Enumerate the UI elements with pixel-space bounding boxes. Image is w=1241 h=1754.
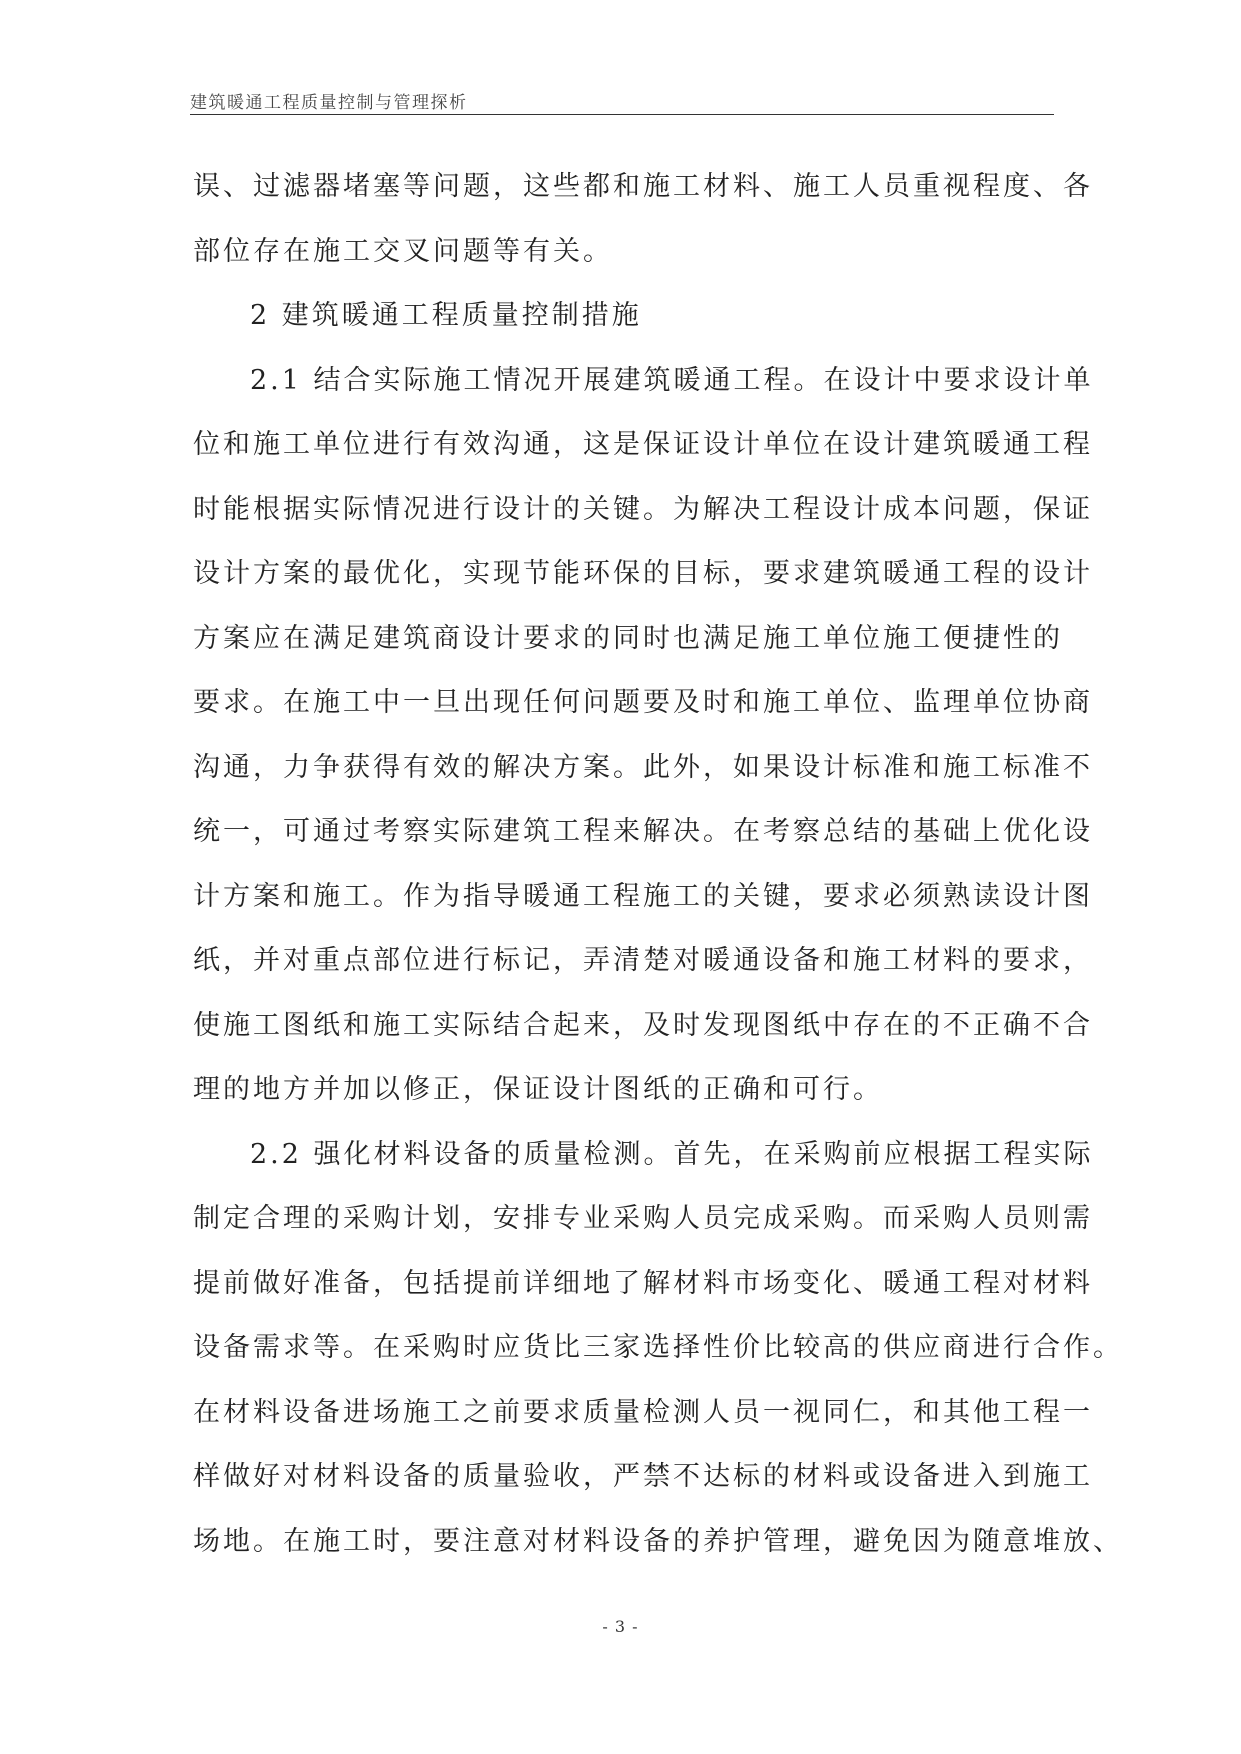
page-header bbox=[190, 84, 1054, 115]
subsection-heading-line: 2.2 强化材料设备的质量检测。首先，在采购前应根据工程实际 bbox=[250, 1138, 1094, 1170]
text-line: 设计方案的最优化，实现节能环保的目标，要求建筑暖通工程的设计 bbox=[193, 558, 1093, 589]
text-line: 提前做好准备，包括提前详细地了解材料市场变化、暖通工程对材料 bbox=[193, 1267, 1093, 1299]
text-line: 在材料设备进场施工之前要求质量检测人员一视同仁，和其他工程一 bbox=[193, 1396, 1093, 1428]
text-line: 纸，并对重点部位进行标记，弄清楚对暖通设备和施工材料的要求， bbox=[193, 945, 1093, 976]
text-line: 方案应在满足建筑商设计要求的同时也满足施工单位施工便捷性的 bbox=[193, 622, 1063, 654]
text-line: 部位存在施工交叉问题等有关。 bbox=[193, 235, 613, 267]
text-line: 位和施工单位进行有效沟通，这是保证设计单位在设计建筑暖通工程 bbox=[193, 429, 1093, 460]
text-line: 样做好对材料设备的质量验收，严禁不达标的材料或设备进入到施工 bbox=[193, 1461, 1093, 1492]
running-header-title: 建筑暖通工程质量控制与管理探析 bbox=[190, 93, 468, 113]
text-line: 使施工图纸和施工实际结合起来，及时发现图纸中存在的不正确不合 bbox=[193, 1009, 1093, 1041]
text-line: 时能根据实际情况进行设计的关键。为解决工程设计成本问题，保证 bbox=[193, 493, 1093, 525]
section-heading: 2 建筑暖通工程质量控制措施 bbox=[250, 300, 642, 331]
text-line: 要求。在施工中一旦出现任何问题要及时和施工单位、监理单位协商 bbox=[193, 687, 1093, 718]
text-line: 场地。在施工时，要注意对材料设备的养护管理，避免因为随意堆放、 bbox=[193, 1525, 1123, 1557]
body-text bbox=[193, 155, 1123, 1574]
text-line: 误、过滤器堵塞等问题，这些都和施工材料、施工人员重视程度、各 bbox=[193, 171, 1093, 202]
text-line: 沟通，力争获得有效的解决方案。此外，如果设计标准和施工标准不 bbox=[193, 751, 1093, 783]
text-line: 制定合理的采购计划，安排专业采购人员完成采购。而采购人员则需 bbox=[193, 1203, 1093, 1234]
page-number: - 3 - bbox=[602, 1617, 639, 1636]
text-line: 理的地方并加以修正，保证设计图纸的正确和可行。 bbox=[193, 1074, 883, 1105]
text-line: 设备需求等。在采购时应货比三家选择性价比较高的供应商进行合作。 bbox=[193, 1332, 1123, 1363]
text-line: 统一，可通过考察实际建筑工程来解决。在考察总结的基础上优化设 bbox=[193, 816, 1093, 847]
subsection-heading-line: 2.1 结合实际施工情况开展建筑暖通工程。在设计中要求设计单 bbox=[250, 364, 1094, 396]
text-line: 计方案和施工。作为指导暖通工程施工的关键，要求必须熟读设计图 bbox=[193, 880, 1093, 912]
